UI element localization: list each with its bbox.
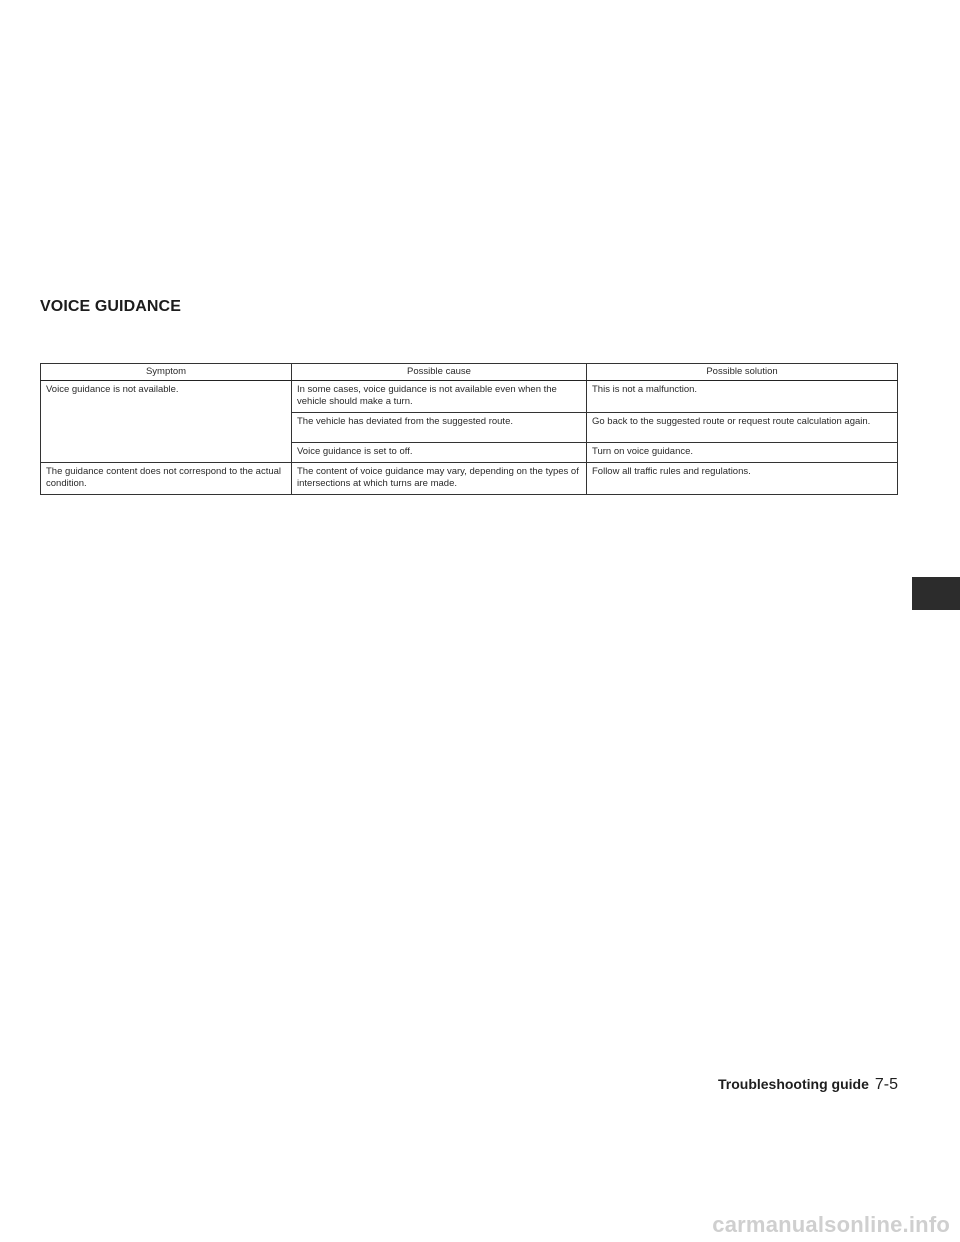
solution-cell: Turn on voice guidance.: [587, 443, 898, 463]
footer-section-name: Troubleshooting guide: [717, 1076, 869, 1092]
header-possible-cause: Possible cause: [292, 364, 587, 381]
cause-cell: The content of voice guidance may vary, depending on the types of intersections at which turns are made.: [292, 463, 587, 495]
page-number: 7-5: [874, 1076, 898, 1093]
header-symptom: Symptom: [41, 364, 292, 381]
table-row: [41, 381, 898, 413]
symptom-cell: Voice guidance is not available.: [41, 381, 292, 463]
cause-cell: Voice guidance is set to off.: [292, 443, 587, 463]
troubleshooting-table: [40, 363, 898, 495]
header-possible-solution: Possible solution: [587, 364, 898, 381]
table-row: [41, 463, 898, 495]
watermark: carmanualsonline.info: [712, 1212, 950, 1237]
chapter-tab-marker: [912, 577, 960, 610]
solution-cell: This is not a malfunction.: [587, 381, 898, 413]
table-header-row: [41, 364, 898, 381]
cause-cell: In some cases, voice guidance is not available even when the vehicle should make a turn.: [292, 381, 587, 413]
solution-cell: Follow all traffic rules and regulations.: [587, 463, 898, 495]
section-title: VOICE GUIDANCE: [40, 298, 181, 315]
page-footer: [718, 1076, 898, 1094]
cause-cell: The vehicle has deviated from the suggested route.: [292, 413, 587, 443]
symptom-cell: The guidance content does not correspond to the actual condition.: [41, 463, 292, 495]
solution-cell: Go back to the suggested route or request route calculation again.: [587, 413, 898, 443]
